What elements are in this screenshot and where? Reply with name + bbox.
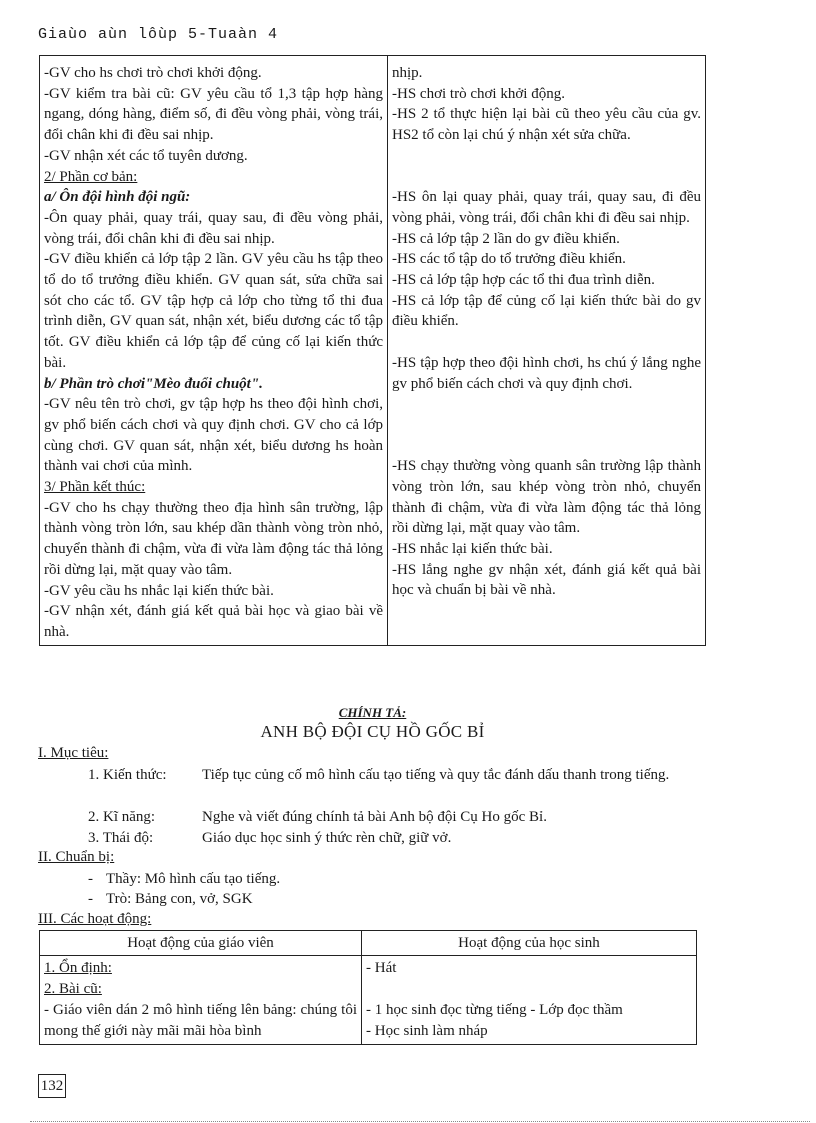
student-activities-cell [388, 56, 706, 646]
subsection-heading-game: b/ Phần trò chơi"Mèo đuổi chuột". [44, 375, 263, 392]
prep-item-student [88, 891, 253, 908]
teacher-step: -GV yêu cầu hs nhắc lại kiến thức bài. [44, 582, 274, 599]
header-student: Hoạt động của học sinh [362, 931, 697, 956]
prep-text: Trò: Bảng con, vở, SGK [106, 891, 253, 907]
spacer [392, 167, 701, 188]
objective-knowledge [0, 765, 816, 807]
page-number: 132 [38, 1074, 66, 1098]
spacer [392, 394, 701, 415]
activities-table [39, 930, 697, 1045]
table-header-row [40, 931, 697, 956]
teacher-step: -GV nêu tên trò chơi, gv tập hợp hs theo đội hình chơi, gv phổ biến cách chơi và quy định chơi. GV cho cả lớp cùng chơi. GV quan sát, nhận xét, biểu dương hs hoàn thành vai chơi của mình. [44, 396, 383, 475]
table-row [40, 956, 697, 1045]
student-step: - 1 học sinh đọc từng tiếng - Lớp đọc thầm [366, 1002, 623, 1018]
subsection-heading-drill: a/ Ôn đội hình đội ngũ: [44, 189, 191, 206]
step-heading-review: 2. Bài cũ: [44, 981, 102, 997]
header-teacher: Hoạt động của giáo viên [40, 931, 362, 956]
teacher-step: -GV điều khiển cả lớp tập 2 lần. GV yêu cầu hs tập theo tổ do tổ trưởng điều khiển. GV quan sát, sửa chữa sai sót cho các tổ. GV tập hợp cả lớp cho từng tổ thi đua trình diễn, GV quan sát, nhận xét, biểu dương các tổ tập tốt. GV điều khiển cả lớp tập để củng cố lại kiến thức bài. [44, 251, 383, 371]
objective-label: 3. Thái độ: [88, 830, 154, 846]
prep-text: Thầy: Mô hình cấu tạo tiếng. [106, 871, 281, 887]
student-step: -HS ôn lại quay phải, quay trái, quay sau, đi đều vòng phải, vòng trái, đổi chân khi đi đều sai nhịp. [392, 189, 701, 226]
prep-item-teacher [88, 871, 280, 888]
student-step: - Học sinh làm nháp [366, 1023, 488, 1039]
objective-label: 1. Kiến thức: [88, 767, 167, 783]
objective-skill [0, 807, 816, 828]
objective-label: 2. Kĩ năng: [88, 809, 156, 825]
teacher-step: -GV cho hs chơi trò chơi khởi động. [44, 65, 262, 81]
step-heading-stabilize: 1. Ổn định: [44, 960, 112, 976]
student-step: - Hát [366, 960, 397, 976]
student-step: -HS tập hợp theo đội hình chơi, hs chú ý lắng nghe gv phổ biến cách chơi và quy định chơi. [392, 354, 701, 392]
spacer [392, 415, 701, 436]
teacher-step: -GV nhận xét các tổ tuyên dương. [44, 147, 248, 164]
bullet-dash: - [88, 871, 93, 887]
student-step: -HS 2 tổ thực hiện lại bài cũ theo yêu cầu của gv. HS2 tổ còn lại chú ý nhận xét sửa chữa. [392, 106, 701, 144]
student-step: -HS cả lớp tập hợp các tổ thi đua trình diễn. [392, 272, 655, 288]
teacher-step: -GV kiểm tra bài cũ: GV yêu cầu tổ 1,3 tập hợp hàng ngang, dóng hàng, điểm số, đi đều vòng phải, vòng trái, đổi chân khi đi đều sai nhịp. [44, 85, 383, 144]
spacer [392, 332, 701, 353]
spacer [392, 436, 701, 457]
objective-attitude [0, 828, 816, 849]
student-step: -HS chơi trò chơi khởi động. [392, 85, 565, 102]
subject-label: CHÍNH TẢ: [338, 705, 407, 720]
section-heading-main-part: 2/ Phần cơ bản: [44, 168, 138, 185]
student-activities-cell [362, 956, 697, 1045]
student-step: nhịp. [392, 65, 423, 81]
lesson-title: ANH BỘ ĐỘI CỤ HỒ GỐC BỈ [260, 722, 485, 741]
bottom-divider [30, 1121, 810, 1122]
student-step: -HS nhắc lại kiến thức bài. [392, 541, 553, 558]
spacer [366, 979, 692, 1000]
section-preparation-heading: II. Chuẩn bị: [38, 849, 115, 865]
teacher-step: - Giáo viên dán 2 mô hình tiếng lên bảng: chúng tôi mong thế giới này mãi mãi hòa bình [44, 1002, 357, 1039]
teacher-activities-cell [40, 956, 362, 1045]
section-activities-heading: III. Các hoạt động: [38, 911, 152, 927]
teacher-step: -GV nhận xét, đánh giá kết quả bài học và giao bài về nhà. [44, 603, 383, 640]
page-header: Giaùo aùn lôùp 5-Tuaàn 4 [38, 26, 279, 43]
spacer [392, 146, 701, 167]
physical-education-lesson-table [39, 55, 706, 646]
objective-text: Tiếp tục củng cố mô hình cấu tạo tiếng và quy tắc đánh dấu thanh trong tiếng. [202, 767, 670, 783]
teacher-activities-cell [40, 56, 388, 646]
objective-text: Giáo dục học sinh ý thức rèn chữ, giữ vở. [202, 830, 452, 846]
student-step: -HS cả lớp tập 2 lần do gv điều khiển. [392, 230, 620, 247]
student-step: -HS lắng nghe gv nhận xét, đánh giá kết quả bài học và chuẩn bị bài về nhà. [392, 561, 701, 599]
bullet-dash: - [88, 891, 93, 907]
student-step: -HS cả lớp tập để củng cố lại kiến thức bài do gv điều khiển. [392, 292, 701, 330]
section-objectives-heading: I. Mục tiêu: [38, 745, 109, 761]
teacher-step: -Ôn quay phải, quay trái, quay sau, đi đều vòng phải, vòng trái, đổi chân khi đi đều sai nhịp. [44, 209, 383, 247]
section-heading-ending: 3/ Phần kết thúc: [44, 479, 146, 496]
student-step: -HS các tổ tập do tổ trưởng điều khiển. [392, 251, 626, 268]
student-step: -HS chạy thường vòng quanh sân trường lập thành vòng tròn lớn, sau khép vòng tròn nhỏ, chuyển thành đi chậm, vừa đi vừa làm động tác thả lỏng rồi dừng lại, mặt quay vào tâm. [392, 458, 701, 537]
objective-text: Nghe và viết đúng chính tả bài Anh bộ đội Cụ Ho gốc Bỉ. [202, 809, 547, 825]
teacher-step: -GV cho hs chạy thường theo địa hình sân trường, lập thành vòng tròn lớn, sau khép dần thành vòng tròn nhỏ, chuyển thành đi chậm, vừa đi vừa làm động tác thả lỏng rồi dừng lại, mặt quay vào tâm. [44, 499, 383, 578]
table-row [40, 56, 706, 646]
